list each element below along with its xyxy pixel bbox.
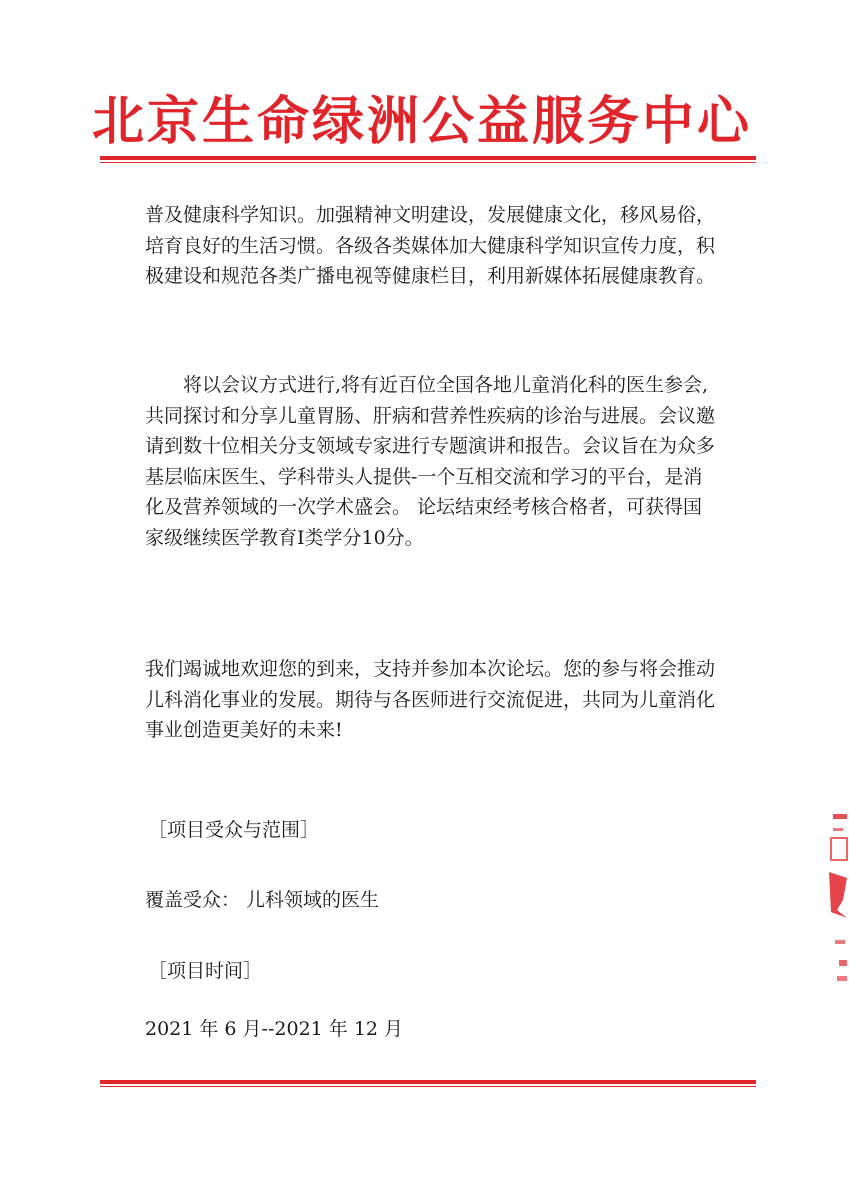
paragraph-welcome: 我们竭诚地欢迎您的到来，支持并参加本次论坛。您的参与将会推动儿科消化事业的发展。期待与各医师进行交流促进，共同为儿童消化事业创造更美好的未来!: [145, 658, 716, 741]
letterhead-title: 北京生命绿洲公益服务中心: [92, 92, 753, 152]
footer-divider: [100, 1080, 756, 1087]
paragraph-conference: 将以会议方式进行,将有近百位全国各地儿童消化科的医生参会,共同探讨和分享儿童胃肠、肝病和营养性疾病的诊治与进展。会议邀请到数十位相关分支领域专家进行专题演讲和报告。会议旨在为众多基层临床医生、学科带头人提供-一个互相交流和学习的平台，是消化及营养领域的一次学术盛会。 论坛结束经考核合格者，可获得国家级继续医学教育Ⅰ类学分10分。: [145, 374, 716, 549]
time-heading: ［项目时间］: [148, 960, 263, 982]
paragraph-health-knowledge: 普及健康科学知识。加强精神文明建设，发展健康文化，移风易俗，培育良好的生活习惯。各级各类媒体加大健康科学知识宣传力度，积极建设和规范各类广播电视等健康栏目，利用新媒体拓展健康教育。: [145, 204, 716, 287]
audience-heading: ［项目受众与范围］: [148, 819, 320, 841]
header-divider: [100, 156, 756, 163]
audience-line: 覆盖受众： 儿科领域的医生: [145, 889, 380, 911]
time-line: 2021 年 6 月--2021 年 12 月: [145, 1018, 404, 1040]
seal-stamp-edge: [819, 800, 849, 990]
